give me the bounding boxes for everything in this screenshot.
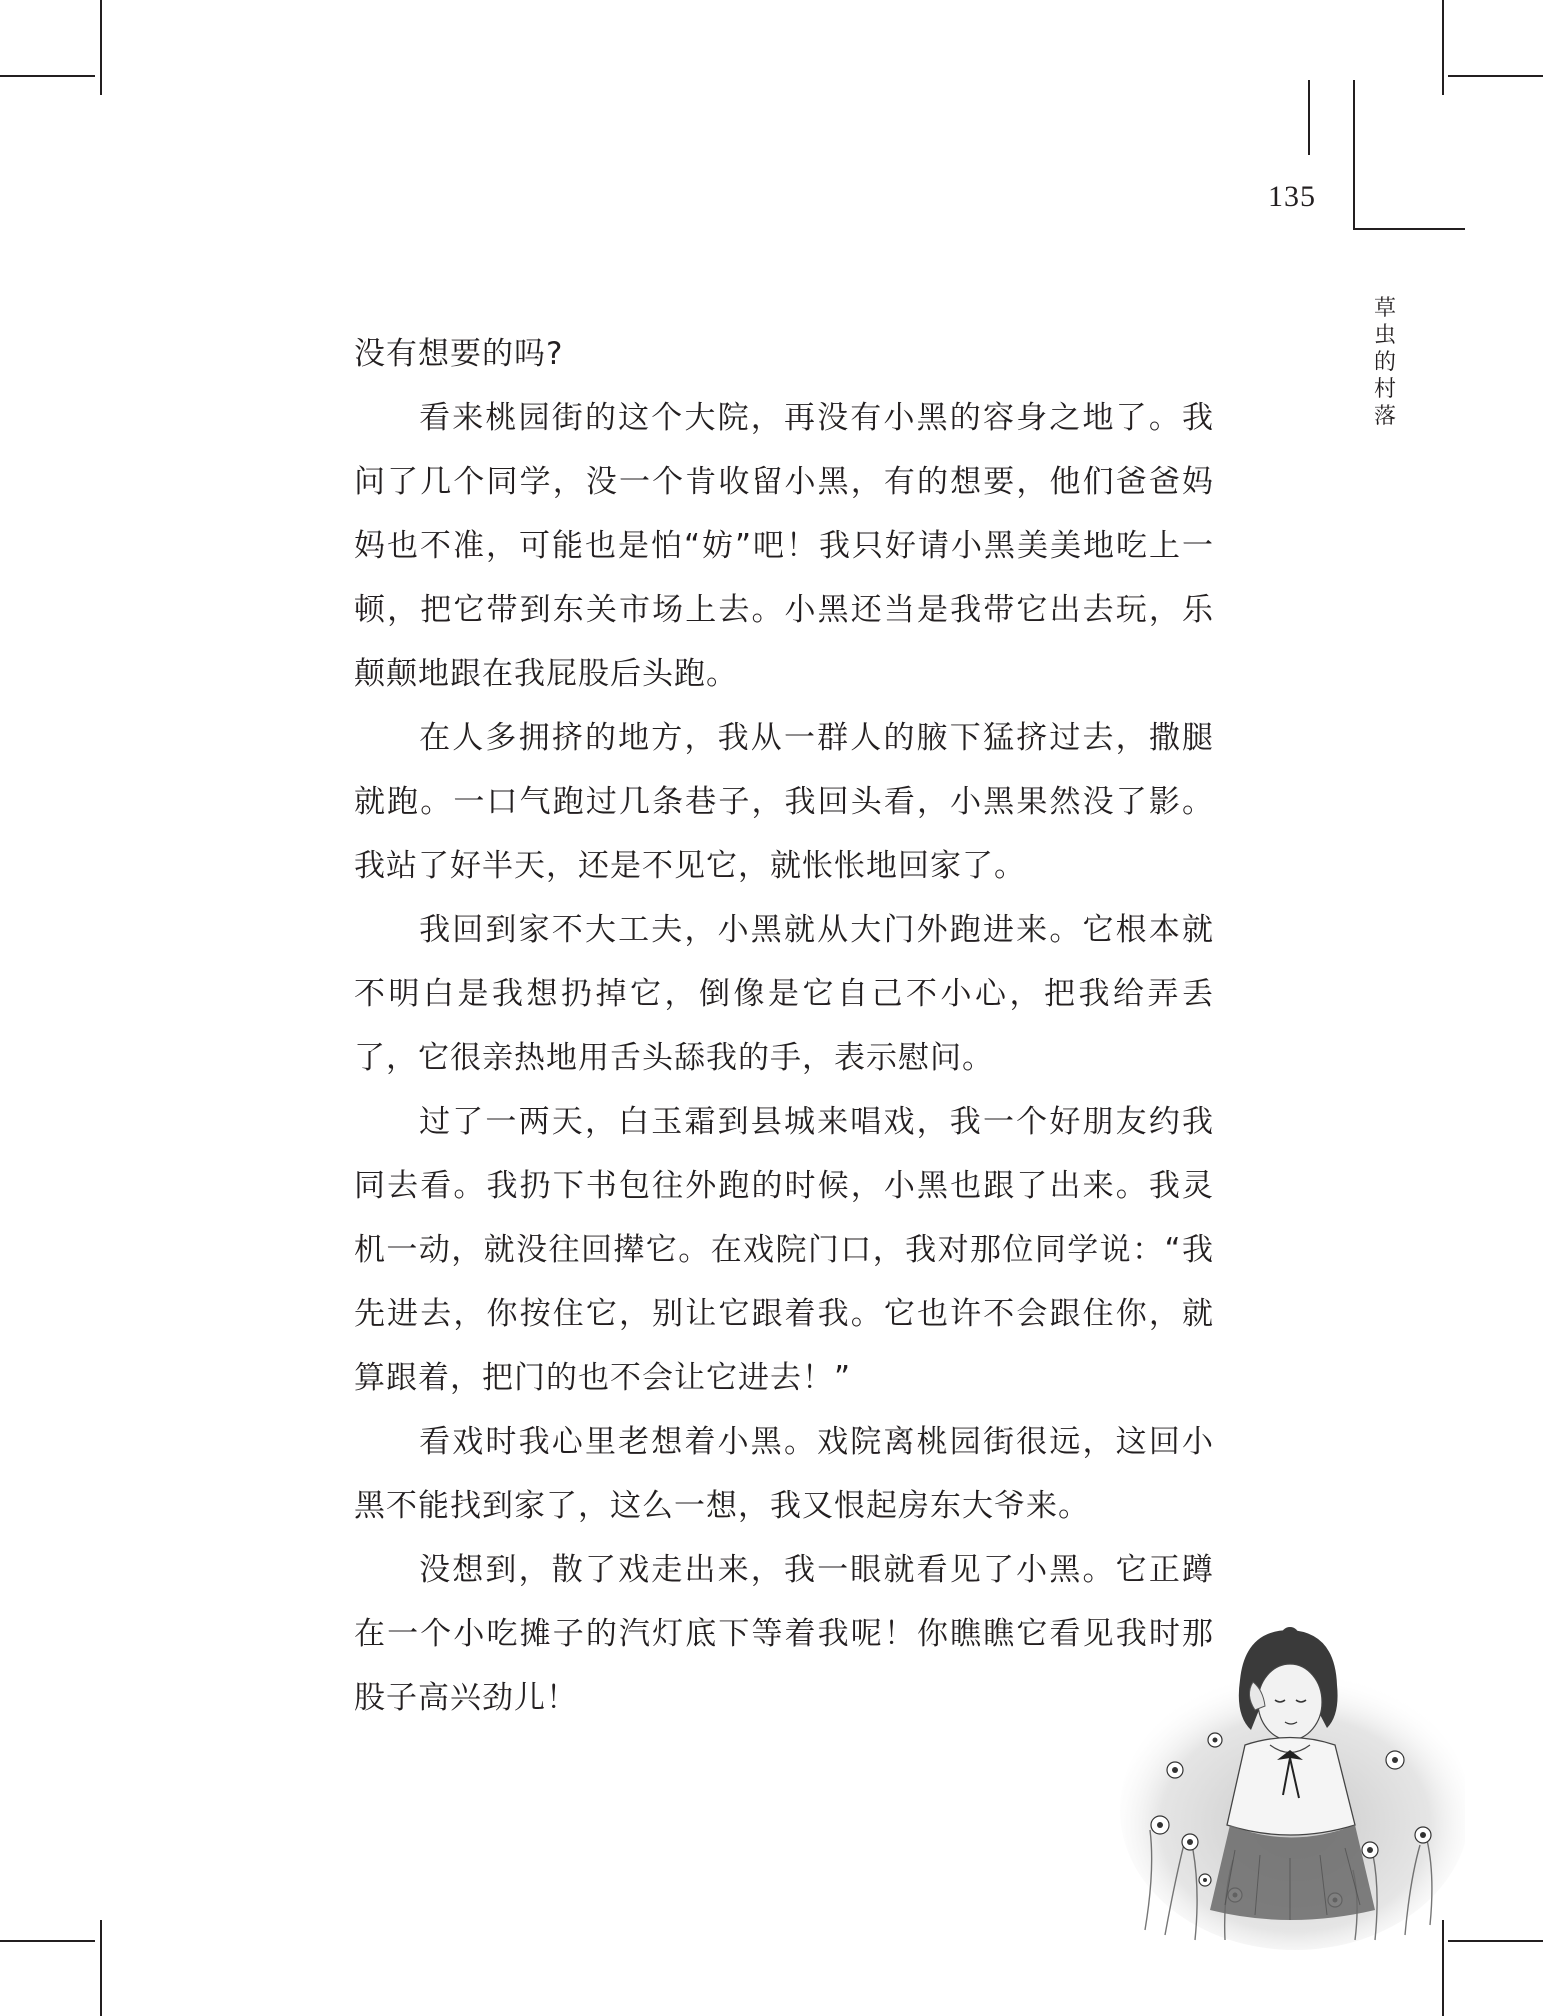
crop-mark-top-left-vertical: [100, 0, 102, 95]
paragraph: 看来桃园街的这个大院，再没有小黑的容身之地了。我问了几个同学，没一个肯收留小黑，有的想要，他们爸爸妈妈也不准，可能也是怕“妨”吧！我只好请小黑美美地吃上一顿，把它带到东关市场上去。小黑还当是我带它出去玩，乐颠颠地跟在我屁股后头跑。: [354, 400, 1214, 692]
crop-mark-top-left-horizontal: [0, 75, 95, 77]
body-text: [354, 322, 1214, 1730]
crop-mark-top-right-horizontal: [1448, 75, 1543, 77]
crop-mark-bottom-left-horizontal: [0, 1940, 95, 1942]
girl-in-flowers-sketch-icon: [1105, 1610, 1465, 1950]
header-rule-horizontal: [1353, 228, 1465, 230]
paragraph: 没想到，散了戏走出来，我一眼就看见了小黑。它正蹲在一个小吃摊子的汽灯底下等着我呢！你瞧瞧它看见我时那股子高兴劲儿！: [354, 1552, 1214, 1716]
paragraph: 过了一两天，白玉霜到县城来唱戏，我一个好朋友约我同去看。我扔下书包往外跑的时候，小黑也跟了出来。我灵机一动，就没往回撵它。在戏院门口，我对那位同学说：“我先进去，你按住它，别让它跟着我。它也许不会跟住你，就算跟着，把门的也不会让它进去！”: [354, 1104, 1214, 1396]
running-title: 草虫的村落: [1373, 296, 1396, 429]
header-rule-left-vertical: [1308, 80, 1310, 155]
paragraph: 看戏时我心里老想着小黑。戏院离桃园街很远，这回小黑不能找到家了，这么一想，我又恨起房东大爷来。: [354, 1424, 1214, 1524]
paragraph: 没有想要的吗?: [354, 336, 564, 372]
paragraph: 我回到家不大工夫，小黑就从大门外跑进来。它根本就不明白是我想扔掉它，倒像是它自己不小心，把我给弄丢了，它很亲热地用舌头舔我的手，表示慰问。: [354, 912, 1214, 1076]
page-number: 135: [1268, 180, 1316, 213]
crop-mark-top-right-vertical: [1442, 0, 1444, 95]
header-rule-right-vertical: [1353, 80, 1355, 230]
paragraph: 在人多拥挤的地方，我从一群人的腋下猛挤过去，撒腿就跑。一口气跑过几条巷子，我回头看，小黑果然没了影。我站了好半天，还是不见它，就怅怅地回家了。: [354, 720, 1214, 884]
crop-mark-bottom-left-vertical: [100, 1920, 102, 2016]
